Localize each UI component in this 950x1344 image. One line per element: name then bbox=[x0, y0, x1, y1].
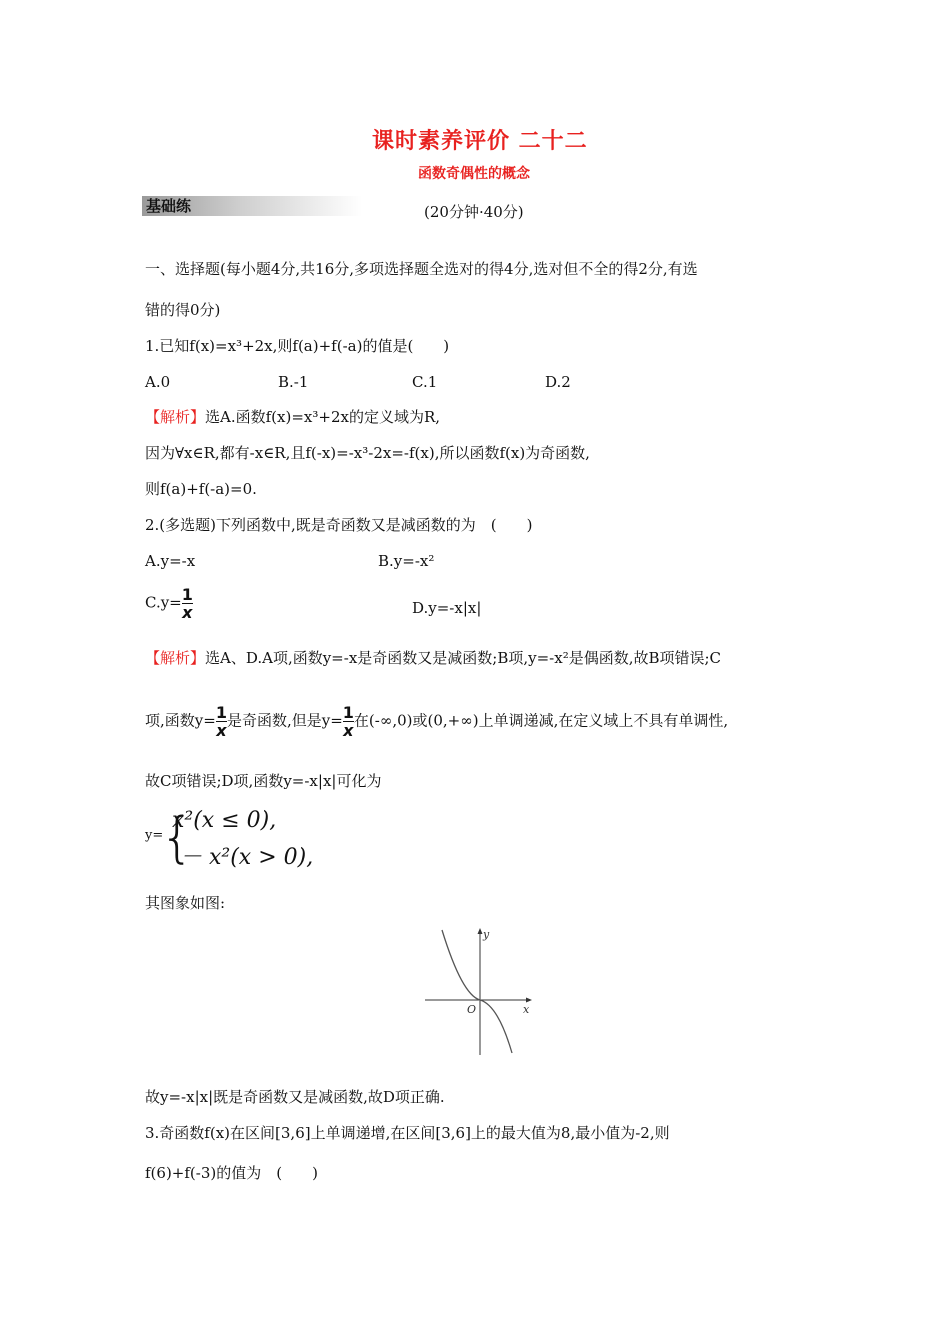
fraction-one-over-x bbox=[343, 704, 354, 739]
x-axis-label: x bbox=[523, 1003, 530, 1016]
function-curve bbox=[442, 930, 512, 1053]
q2-option-c-prefix: C.y= bbox=[145, 593, 182, 612]
page-title: 课时素养评价 二十二 bbox=[372, 129, 588, 154]
time-score: (20分钟·40分) bbox=[424, 203, 524, 221]
q2-option-b: B.y=-x² bbox=[378, 552, 435, 570]
q2-sol2-part-c: 在(-∞,0)或(0,+∞)上单调递减,在定义域上不具有单调性, bbox=[353, 711, 729, 730]
q2-stem: 2.(多选题)下列函数中,既是奇函数又是减函数的为 ( ) bbox=[145, 516, 533, 534]
q2-solution-text: 选A、D.A项,函数y=-x是奇函数又是减函数;B项,y=-x²是偶函数,故B项错误;C bbox=[205, 649, 722, 667]
q1-solution-line-3: 则f(a)+f(-a)=0. bbox=[145, 480, 257, 498]
intro-line-2: 错的得0分) bbox=[145, 301, 221, 319]
section-label: 基础练 bbox=[146, 197, 192, 215]
intro-line-1: 一、选择题(每小题4分,共16分,多项选择题全选对的得4分,选对但不全的得2分,有选 bbox=[145, 260, 698, 278]
piecewise-brace: { bbox=[160, 806, 195, 869]
q1-option-a: A.0 bbox=[145, 373, 171, 391]
graph-intro: 其图象如图: bbox=[145, 894, 226, 912]
q3-line-1: 3.奇函数f(x)在区间[3,6]上单调递增,在区间[3,6]上的最大值为8,最小值为-2,则 bbox=[145, 1124, 670, 1142]
piecewise-case-1: x²(x ≤ 0), bbox=[172, 808, 277, 833]
q2-sol2-part-b: 是奇函数,但是y= bbox=[226, 711, 343, 730]
q1-option-b: B.-1 bbox=[278, 373, 309, 391]
q2-option-c bbox=[145, 586, 193, 621]
fraction-one-over-x bbox=[182, 586, 193, 621]
q2-sol2-part-a: 项,函数y= bbox=[145, 711, 216, 730]
q2-solution-line-2 bbox=[145, 704, 728, 739]
origin-label: O bbox=[467, 1003, 477, 1016]
solution-tag: 【解析】 bbox=[145, 408, 206, 426]
x-axis-arrow bbox=[526, 998, 532, 1003]
page-subtitle: 函数奇偶性的概念 bbox=[418, 166, 530, 182]
fraction-denominator: x bbox=[182, 603, 193, 622]
fraction-numerator: 1 bbox=[215, 703, 227, 722]
fraction-numerator: 1 bbox=[181, 585, 193, 604]
solution-tag: 【解析】 bbox=[145, 649, 206, 667]
fraction-numerator: 1 bbox=[342, 703, 354, 722]
q1-stem: 1.已知f(x)=x³+2x,则f(a)+f(-a)的值是( ) bbox=[145, 337, 450, 355]
y-axis-label: y bbox=[483, 928, 490, 941]
q1-solution-line-2: 因为∀x∈R,都有-x∈R,且f(-x)=-x³-2x=-f(x),所以函数f(x)为奇函数, bbox=[145, 444, 590, 462]
q2-solution-line-1 bbox=[145, 648, 721, 668]
fraction-denominator: x bbox=[216, 721, 227, 740]
q1-solution-line-1 bbox=[145, 407, 440, 427]
function-graph bbox=[420, 925, 540, 1060]
q2-conclusion: 故y=-x|x|既是奇函数又是减函数,故D项正确. bbox=[145, 1088, 445, 1106]
q2-solution-line-3: 故C项错误;D项,函数y=-x|x|可化为 bbox=[145, 772, 382, 790]
piecewise-lhs: y= bbox=[145, 828, 164, 843]
q1-solution-text: 选A.函数f(x)=x³+2x的定义域为R, bbox=[205, 408, 441, 426]
piecewise-case-2: － x²(x > 0), bbox=[180, 845, 314, 870]
fraction-denominator: x bbox=[343, 721, 354, 740]
q1-option-c: C.1 bbox=[412, 373, 438, 391]
y-axis-arrow bbox=[478, 928, 483, 934]
fraction-one-over-x bbox=[216, 704, 227, 739]
q2-option-a: A.y=-x bbox=[145, 552, 196, 570]
q1-option-d: D.2 bbox=[545, 373, 571, 391]
q3-line-2: f(6)+f(-3)的值为 ( ) bbox=[145, 1164, 318, 1182]
q2-option-d: D.y=-x|x| bbox=[412, 599, 482, 617]
